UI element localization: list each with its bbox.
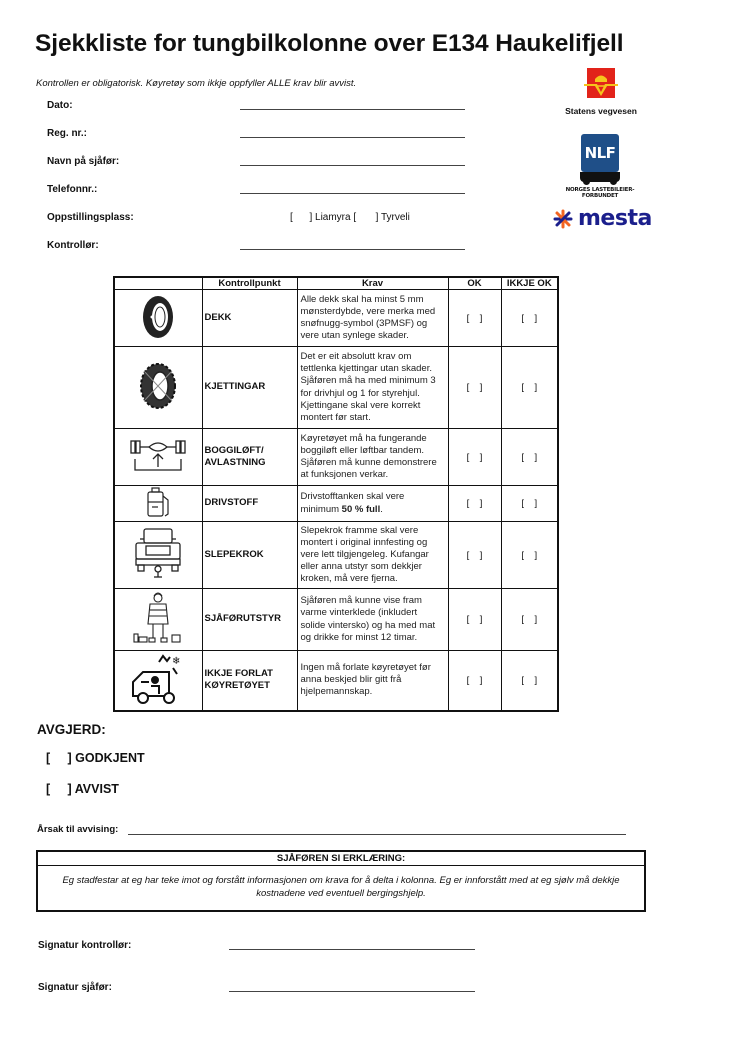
field-controller-line[interactable]	[240, 249, 465, 250]
ok-checkbox[interactable]: [ ]	[448, 290, 501, 347]
table-row	[114, 429, 558, 486]
document-title: Sjekkliste for tungbilkolonne over E134 Haukelifjell	[35, 30, 624, 57]
req-text-prefix: Drivstofftanken skal vere minimum	[300, 491, 405, 515]
ok-checkbox[interactable]: [ ]	[448, 429, 501, 486]
field-label-reg: Reg. nr.:	[47, 128, 88, 139]
decision-title: AVGJERD:	[37, 722, 106, 737]
ok-checkbox[interactable]: [ ]	[448, 651, 501, 711]
table-row	[114, 486, 558, 522]
fuel-can-icon	[114, 486, 202, 522]
field-label-controller: Kontrollør:	[47, 240, 99, 251]
table-header	[114, 277, 558, 290]
field-date-line[interactable]	[240, 109, 465, 110]
field-driver-line[interactable]	[240, 165, 465, 166]
ok-checkbox[interactable]: [ ]	[448, 589, 501, 651]
point-label: KJETTINGAR	[202, 347, 297, 429]
decision-rejected-checkbox[interactable]: [ ] AVVIST	[46, 782, 119, 796]
not-ok-checkbox[interactable]: [ ]	[501, 589, 558, 651]
requirement-text: Ingen må forlate køyretøyet før anna beskjed blir gitt frå hjelpemannskap.	[297, 651, 448, 711]
nlf-name: NORGES LASTEBILEIER-FORBUNDET	[565, 187, 635, 199]
svv-emblem-icon	[584, 68, 618, 98]
intro-text: Kontrollen er obligatorisk. Køyretøy som ikkje oppfyller ALLE krav blir avvist.	[36, 78, 357, 89]
point-label: IKKJE FORLAT KØYRETØYET	[202, 651, 297, 711]
table-row	[114, 522, 558, 589]
field-phone-line[interactable]	[240, 193, 465, 194]
snow-chain-icon	[114, 347, 202, 429]
table-row	[114, 290, 558, 347]
requirement-text: Køyretøyet må ha fungerande boggiløft eller løftbar tandem. Sjåføren må kunne demonstrere at funksjonen verkar.	[297, 429, 448, 486]
declaration-text: Eg stadfestar at eg har teke imot og forstått informasjonen om krava for å delta i kolonna. Eg er innforstått med at eg sjølv må dekkje kostnadene ved eventuell bergingshjelp.	[62, 875, 620, 899]
truck-icon	[580, 172, 620, 182]
driver-declaration-box	[36, 850, 646, 912]
req-text-bold: 50 % full	[341, 503, 381, 515]
stay-in-vehicle-icon	[114, 651, 202, 711]
field-label-location: Oppstillingsplass:	[47, 212, 134, 223]
header-not-ok: IKKJE OK	[501, 277, 558, 290]
logo-statens-vegvesen	[556, 68, 646, 116]
signature-driver-line[interactable]	[229, 991, 475, 992]
winter-clothing-icon	[114, 589, 202, 651]
truck-tow-hook-icon	[114, 522, 202, 589]
reason-label: Årsak til avvising:	[37, 824, 119, 835]
requirement-text: Det er eit absolutt krav om tettlenka kjettingar utan skader. Sjåføren må ha med minimum 3 for drivhjul og 1 for styrehjul. Kjettingane skal vere korrekt montert før start.	[297, 347, 448, 429]
req-text-suffix: .	[380, 503, 383, 515]
table-row	[114, 347, 558, 429]
requirement-text: Sjåføren må kunne vise fram varme vinterklede (inkludert solide vintersko) og ha med mat og drikke for minst 12 timar.	[297, 589, 448, 651]
point-label: DEKK	[202, 290, 297, 347]
mesta-name: mesta	[578, 206, 652, 231]
point-label: BOGGILØFT/ AVLASTNING	[202, 429, 297, 486]
nlf-badge: NLF	[581, 134, 619, 172]
mesta-star-icon	[553, 209, 573, 229]
not-ok-checkbox[interactable]: [ ]	[501, 290, 558, 347]
header-icon	[114, 277, 202, 290]
field-reg-line[interactable]	[240, 137, 465, 138]
reason-line[interactable]	[128, 834, 626, 835]
not-ok-checkbox[interactable]: [ ]	[501, 522, 558, 589]
point-label: SLEPEKROK	[202, 522, 297, 589]
field-label-phone: Telefonnr.:	[47, 184, 98, 195]
svv-name: Statens vegvesen	[565, 106, 637, 116]
logo-mesta	[553, 206, 652, 231]
location-options[interactable]: [ ] Liamyra [ ] Tyrveli	[290, 212, 410, 223]
ok-checkbox[interactable]: [ ]	[448, 522, 501, 589]
table-row	[114, 651, 558, 711]
declaration-title: SJÅFØREN SI ERKLÆRING:	[38, 852, 644, 866]
signature-controller-label: Signatur kontrollør:	[38, 940, 132, 951]
header-ok: OK	[448, 277, 501, 290]
not-ok-checkbox[interactable]: [ ]	[501, 347, 558, 429]
requirement-text	[297, 486, 448, 522]
point-label: DRIVSTOFF	[202, 486, 297, 522]
requirement-text: Slepekrok framme skal vere montert i original innfesting og vere lett tilgjengeleg. Kufangar eller anna utstyr som dekkjer kroken, må vere fjerna.	[297, 522, 448, 589]
ok-checkbox[interactable]: [ ]	[448, 486, 501, 522]
not-ok-checkbox[interactable]: [ ]	[501, 429, 558, 486]
field-label-driver: Navn på sjåfør:	[47, 156, 120, 167]
decision-approved-checkbox[interactable]: [ ] GODKJENT	[46, 751, 145, 765]
svg-text:❄: ❄	[172, 655, 181, 667]
header-requirement: Krav	[297, 277, 448, 290]
table-row	[114, 589, 558, 651]
logo-nlf	[554, 134, 646, 199]
signature-controller-line[interactable]	[229, 949, 475, 950]
header-point: Kontrollpunkt	[202, 277, 297, 290]
signature-driver-label: Signatur sjåfør:	[38, 982, 112, 993]
requirement-text: Alle dekk skal ha minst 5 mm mønsterdybde, vere merka med snøfnugg-symbol (3PMSF) og vere utan synlege skader.	[297, 290, 448, 347]
bogie-lift-icon	[114, 429, 202, 486]
checklist-table	[113, 276, 559, 712]
not-ok-checkbox[interactable]: [ ]	[501, 486, 558, 522]
point-label: SJÅFØRUTSTYR	[202, 589, 297, 651]
tire-icon	[114, 290, 202, 347]
ok-checkbox[interactable]: [ ]	[448, 347, 501, 429]
field-label-date: Dato:	[47, 100, 73, 111]
not-ok-checkbox[interactable]: [ ]	[501, 651, 558, 711]
